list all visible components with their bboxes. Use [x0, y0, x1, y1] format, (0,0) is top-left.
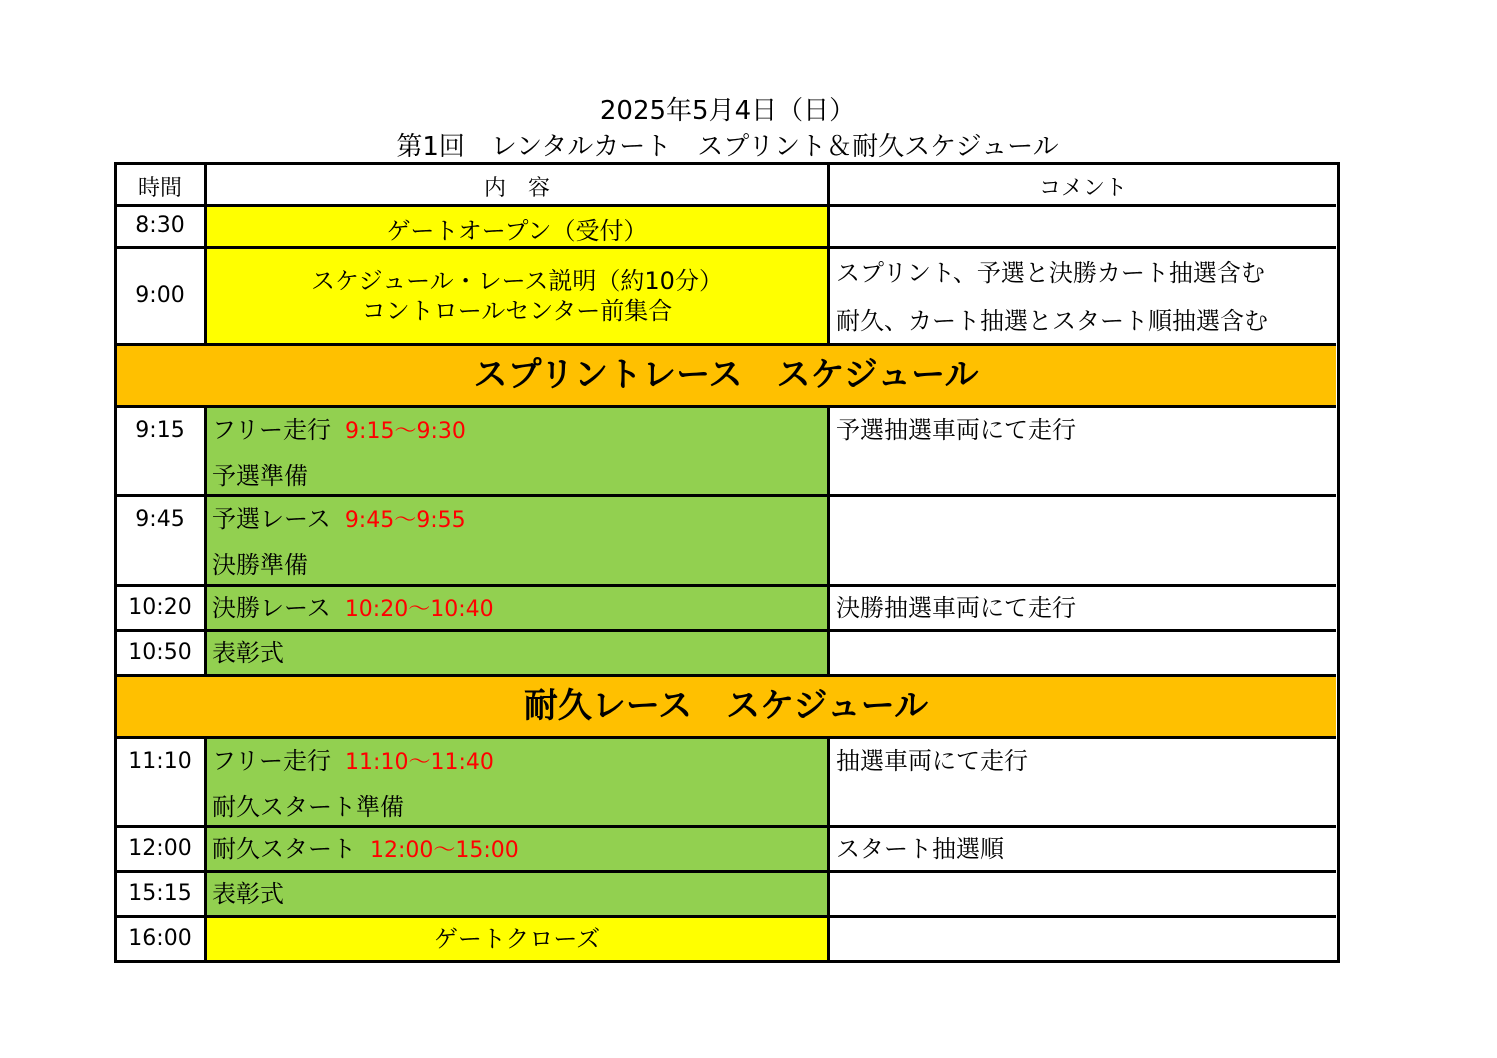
row-time: 9:00: [116, 249, 207, 343]
time-range: 9:15～9:30: [345, 419, 466, 444]
time-range: 12:00～15:00: [370, 838, 519, 863]
schedule-date: 2025年5月4日（日）: [599, 96, 856, 126]
row-time: 10:50: [116, 632, 207, 674]
comment-line: 耐久、カート抽選とスタート順抽選含む: [836, 307, 1268, 335]
row-time: 10:20: [116, 587, 207, 629]
row-time: 16:00: [116, 918, 207, 960]
content-line: スケジュール・レース説明（約10分）: [311, 267, 723, 295]
row-comment: 決勝抽選車両にて走行: [836, 594, 1076, 622]
row-comment: 予選抽選車両にて走行: [836, 416, 1076, 444]
row-content: ゲートクローズ: [207, 918, 830, 960]
content-line: 耐久スタート準備: [212, 793, 404, 821]
row-content: ゲートオープン（受付）: [207, 207, 830, 246]
time-range: 10:20～10:40: [344, 597, 494, 622]
content-label: 耐久スタート: [212, 835, 356, 863]
row-comment: 抽選車両にて走行: [836, 747, 1028, 775]
header-content: 内 容: [207, 165, 830, 204]
comment-line: スプリント、予選と決勝カート抽選含む: [836, 259, 1265, 287]
row-time: 9:15: [116, 408, 207, 494]
content-label: 決勝レース: [212, 594, 331, 622]
time-range: 9:45～9:55: [344, 508, 466, 533]
content-label: 表彰式: [212, 639, 284, 667]
content-label: フリー走行: [212, 747, 332, 775]
header-comment: コメント: [1038, 176, 1127, 201]
row-time: 9:45: [116, 497, 207, 584]
content-line: 決勝準備: [212, 551, 308, 579]
endurance-section-heading: 耐久レース スケジュール: [116, 677, 1336, 736]
row-comment: スタート抽選順: [836, 835, 1004, 863]
content-line: コントロールセンター前集合: [361, 297, 673, 325]
row-time: 11:10: [116, 739, 207, 825]
row-time: 15:15: [116, 873, 207, 915]
schedule-title: 第1回 レンタルカート スプリント＆耐久スケジュール: [396, 132, 1059, 162]
content-label: 予選レース: [212, 505, 331, 533]
sprint-section-heading: スプリントレース スケジュール: [116, 346, 1336, 405]
content-label: 表彰式: [212, 880, 284, 908]
time-range: 11:10～11:40: [345, 750, 494, 775]
schedule-table: [114, 162, 1340, 963]
row-time: 12:00: [116, 828, 207, 870]
header-time: 時間: [116, 165, 207, 204]
content-line: 予選準備: [212, 462, 308, 490]
content-label: フリー走行: [212, 416, 332, 444]
row-time: 8:30: [116, 207, 207, 246]
